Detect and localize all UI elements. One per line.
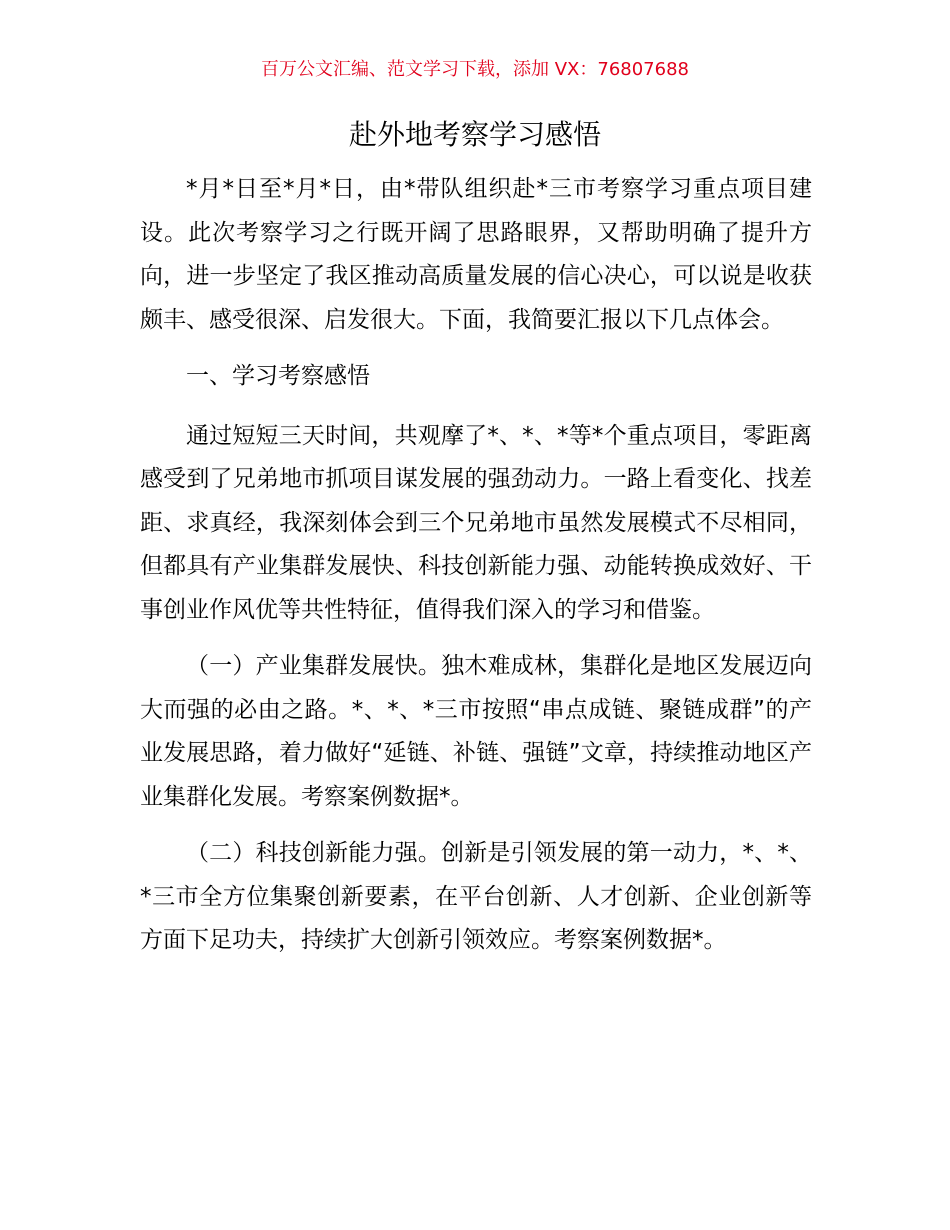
section-heading: 一、学习考察感悟 (186, 363, 370, 389)
document-title: 赴外地考察学习感悟 (348, 118, 601, 151)
intro-paragraph: *月*日至*月*日，由*带队组织赴*三市考察学习重点项目建设。此次考察学习之行既开阔了思路眼界，又帮助明确了提升方向，进一步坚定了我区推动高质量发展的信心决心，可以说是收获颇丰、感受很深、启发很大。下面，我简要汇报以下几点体会。 (140, 176, 812, 333)
subsection-paragraph-1: （一）产业集群发展快。独木难成林，集群化是地区发展迈向大而强的必由之路。*、*、*三市按照“串点成链、聚链成群”的产业发展思路，着力做好“延链、补链、强链”文章，持续推动地区产业集群化发展。考察案例数据*。 (140, 653, 812, 810)
document-body (140, 168, 812, 976)
subsection-paragraph-2: （二）科技创新能力强。创新是引领发展的第一动力，*、*、*三市全方位集聚创新要素，在平台创新、人才创新、企业创新等方面下足功夫，持续扩大创新引领效应。考察案例数据*。 (140, 840, 812, 953)
body-paragraph: 通过短短三天时间，共观摩了*、*、*等*个重点项目，零距离感受到了兄弟地市抓项目谋发展的强劲动力。一路上看变化、找差距、求真经，我深刻体会到三个兄弟地市虽然发展模式不尽相同，但都具有产业集群发展快、科技创新能力强、动能转换成效好、干事创业作风优等共性特征，值得我们深入的学习和借鉴。 (140, 422, 812, 623)
promo-banner: 百万公文汇编、范文学习下载，添加 VX：76807688 (261, 59, 689, 80)
